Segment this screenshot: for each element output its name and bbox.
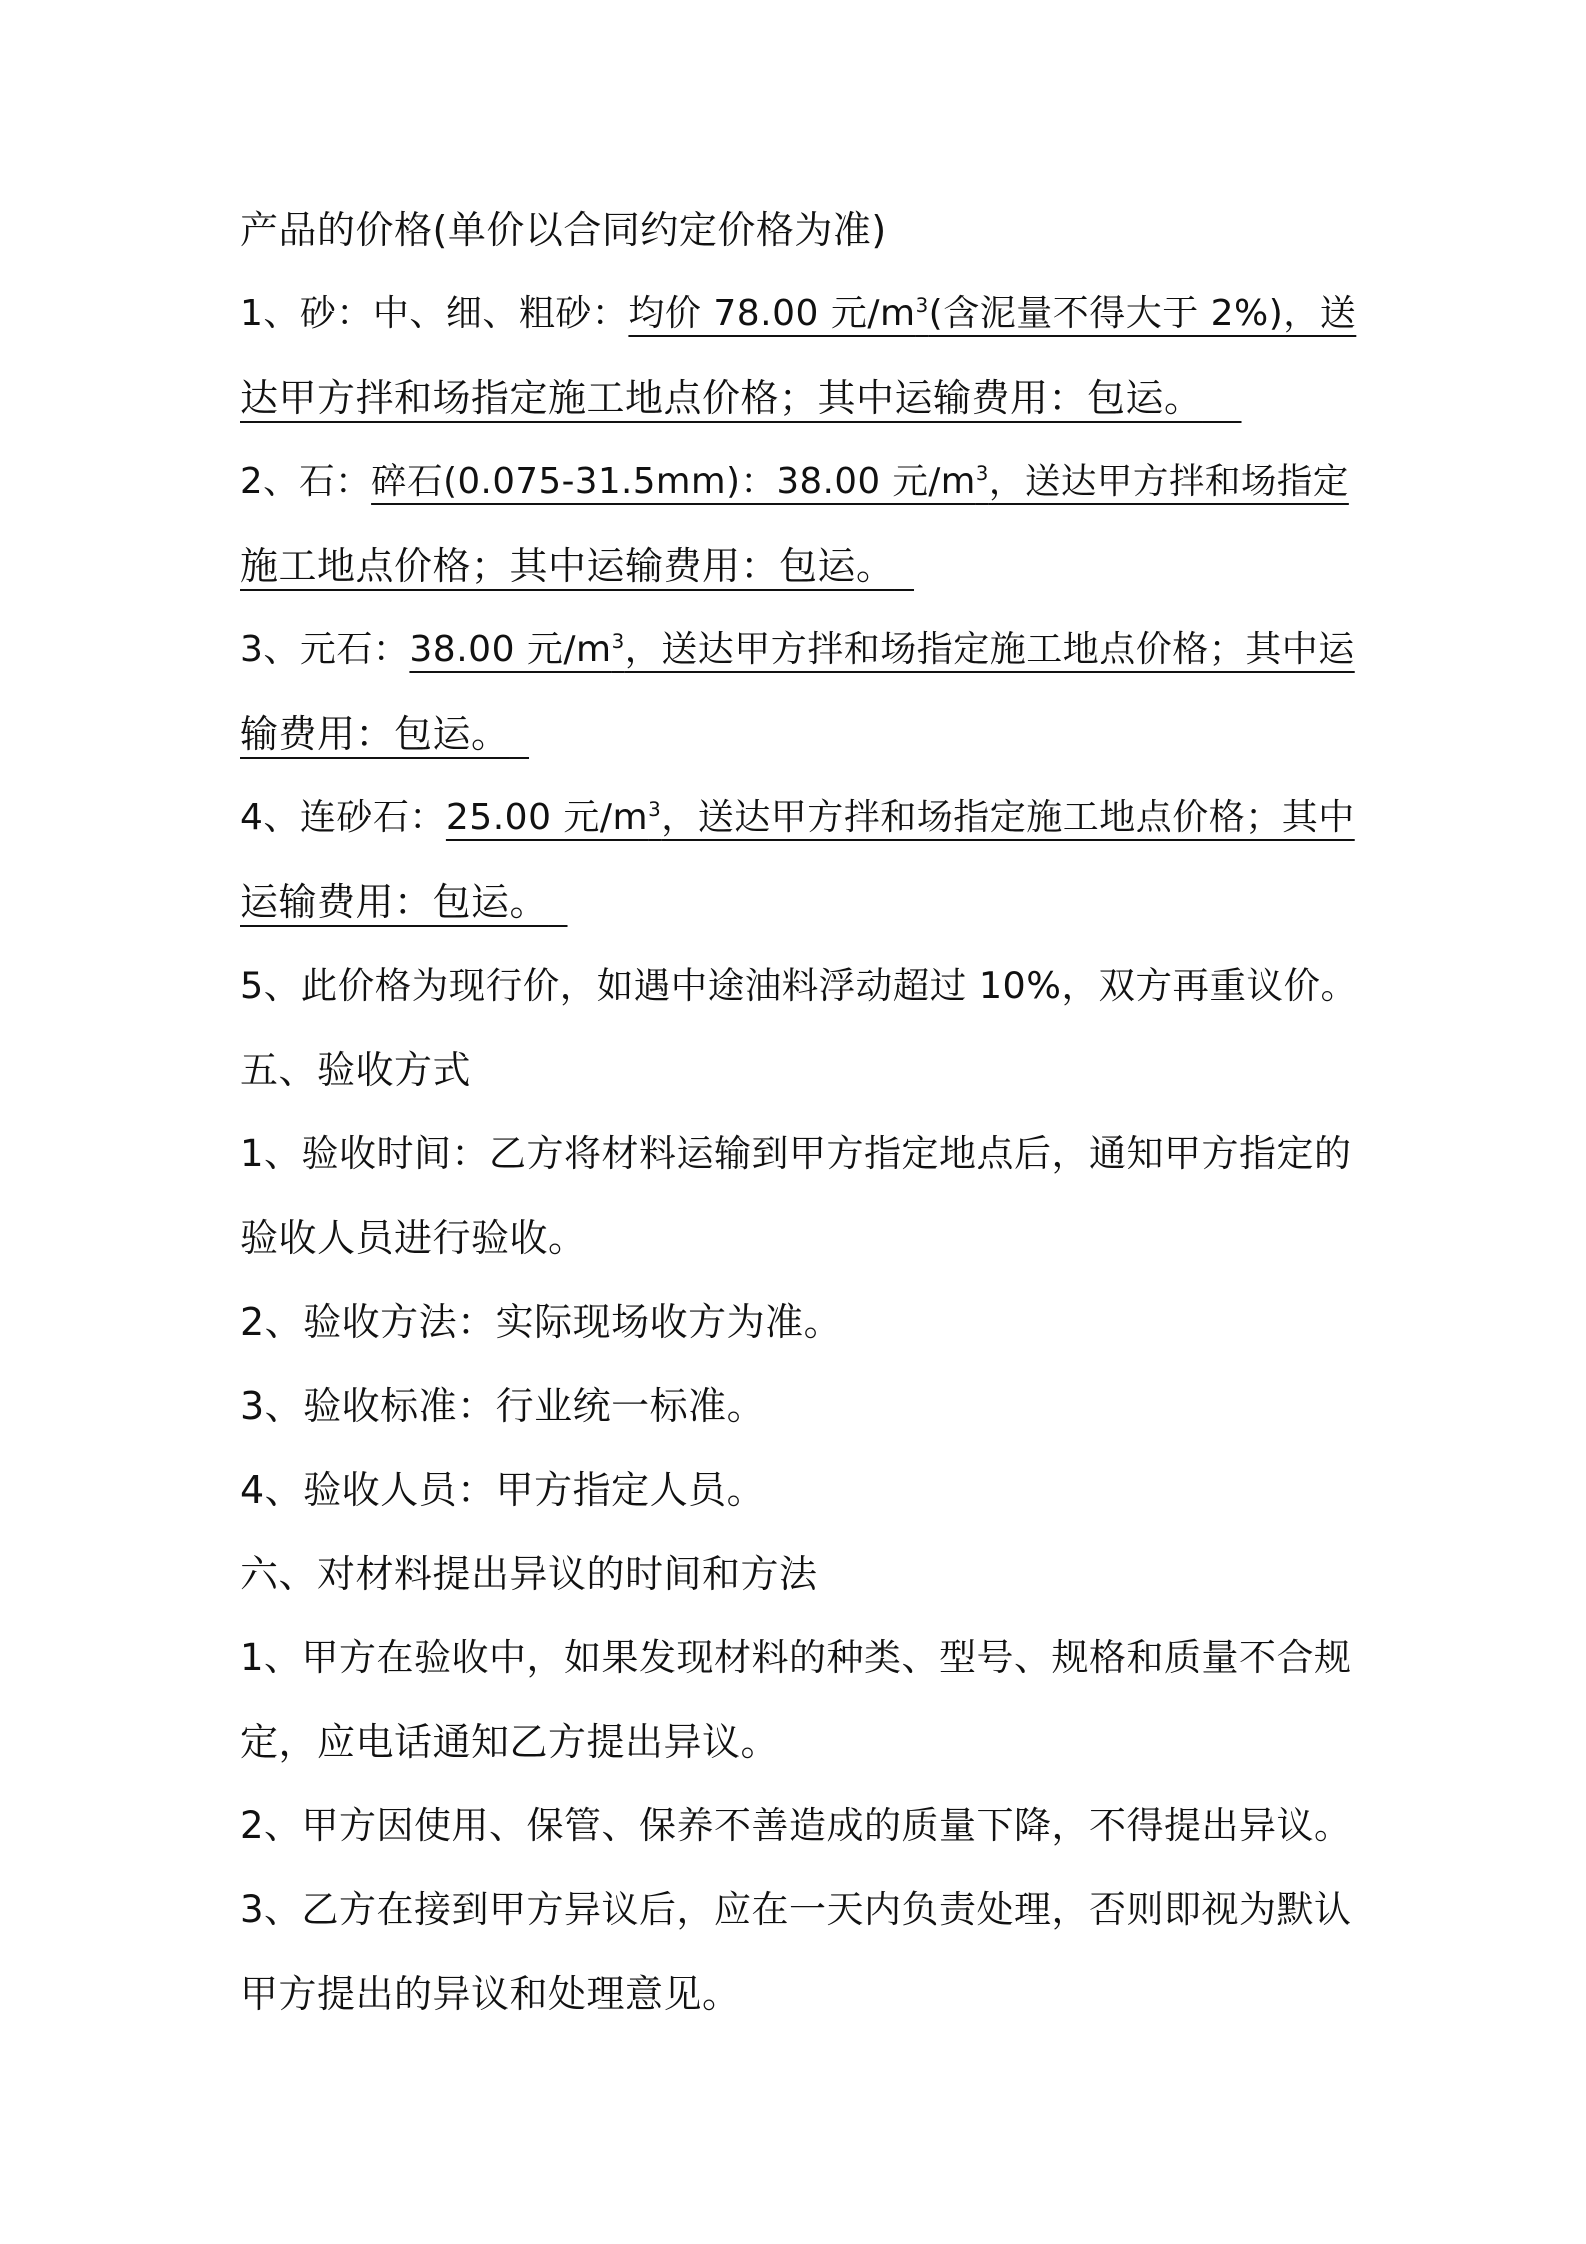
price-item-4-prefix: 4、连砂石： bbox=[240, 797, 446, 838]
price-item-3-prefix: 3、元石： bbox=[240, 629, 410, 670]
price-item-4-price: 25.00 元$/m^3$，送达甲方拌和场指定施工地点价格；其中 bbox=[445, 797, 1355, 838]
price-item-2-prefix: 2、石： bbox=[240, 461, 372, 502]
section-6-title: 六、对材料提出异议的时间和方法 bbox=[240, 1552, 818, 1596]
section-6-item-3-line-1: 3、乙方在接到甲方异议后，应在一天内负责处理，否则即视为默认 bbox=[240, 1888, 1352, 1931]
price-item-1-line-2 bbox=[240, 373, 1242, 423]
section-5-item-1-line-2: 验收人员进行验收。 bbox=[240, 1216, 587, 1260]
section-6-item-1-line-2: 定，应电话通知乙方提出异议。 bbox=[240, 1720, 780, 1764]
price-item-4-line-1 bbox=[240, 793, 1355, 843]
price-item-2-line-1 bbox=[240, 457, 1349, 507]
price-item-4-delivery: 运输费用：包运。 bbox=[240, 880, 549, 924]
price-item-3-delivery: 输费用：包运。 bbox=[240, 712, 510, 756]
price-item-2-price: 碎石(0.075-31.5mm)：38.00 元$/m^3$，送达甲方拌和场指定 bbox=[371, 461, 1349, 502]
price-note: 5、此价格为现行价，如遇中途油料浮动超过 10%，双方再重议价。 bbox=[240, 964, 1358, 1007]
price-item-1-line-1 bbox=[240, 289, 1356, 339]
section-6-item-1-line-1: 1、甲方在验收中，如果发现材料的种类、型号、规格和质量不合规 bbox=[240, 1636, 1352, 1679]
section-6-item-3-line-2: 甲方提出的异议和处理意见。 bbox=[240, 1972, 741, 2016]
section-5-item-3: 3、验收标准：行业统一标准。 bbox=[240, 1384, 766, 1428]
price-item-1-price: 均价 78.00 元$/m^3$(含泥量不得大于 2%)，送 bbox=[628, 293, 1357, 334]
price-item-4-line-2 bbox=[240, 877, 568, 927]
price-item-2-line-2 bbox=[240, 541, 914, 591]
section-5-title: 五、验收方式 bbox=[240, 1048, 472, 1092]
price-item-3-line-2 bbox=[240, 709, 529, 759]
price-item-3-price: 38.00 元$/m^3$，送达甲方拌和场指定施工地点价格；其中运 bbox=[409, 629, 1355, 670]
price-item-2-delivery: 施工地点价格；其中运输费用：包运。 bbox=[240, 544, 895, 588]
section-5-item-1-line-1: 1、验收时间：乙方将材料运输到甲方指定地点后，通知甲方指定的 bbox=[240, 1132, 1352, 1175]
price-heading: 产品的价格(单价以合同约定价格为准) bbox=[240, 208, 887, 252]
section-5-item-4: 4、验收人员：甲方指定人员。 bbox=[240, 1468, 766, 1512]
section-5-item-2: 2、验收方法：实际现场收方为准。 bbox=[240, 1300, 843, 1344]
price-item-1-delivery: 达甲方拌和场指定施工地点价格；其中运输费用：包运。 bbox=[240, 376, 1203, 420]
price-item-3-line-1 bbox=[240, 625, 1355, 675]
section-6-item-2: 2、甲方因使用、保管、保养不善造成的质量下降，不得提出异议。 bbox=[240, 1804, 1352, 1847]
price-item-1-prefix: 1、砂：中、细、粗砂： bbox=[240, 293, 629, 334]
